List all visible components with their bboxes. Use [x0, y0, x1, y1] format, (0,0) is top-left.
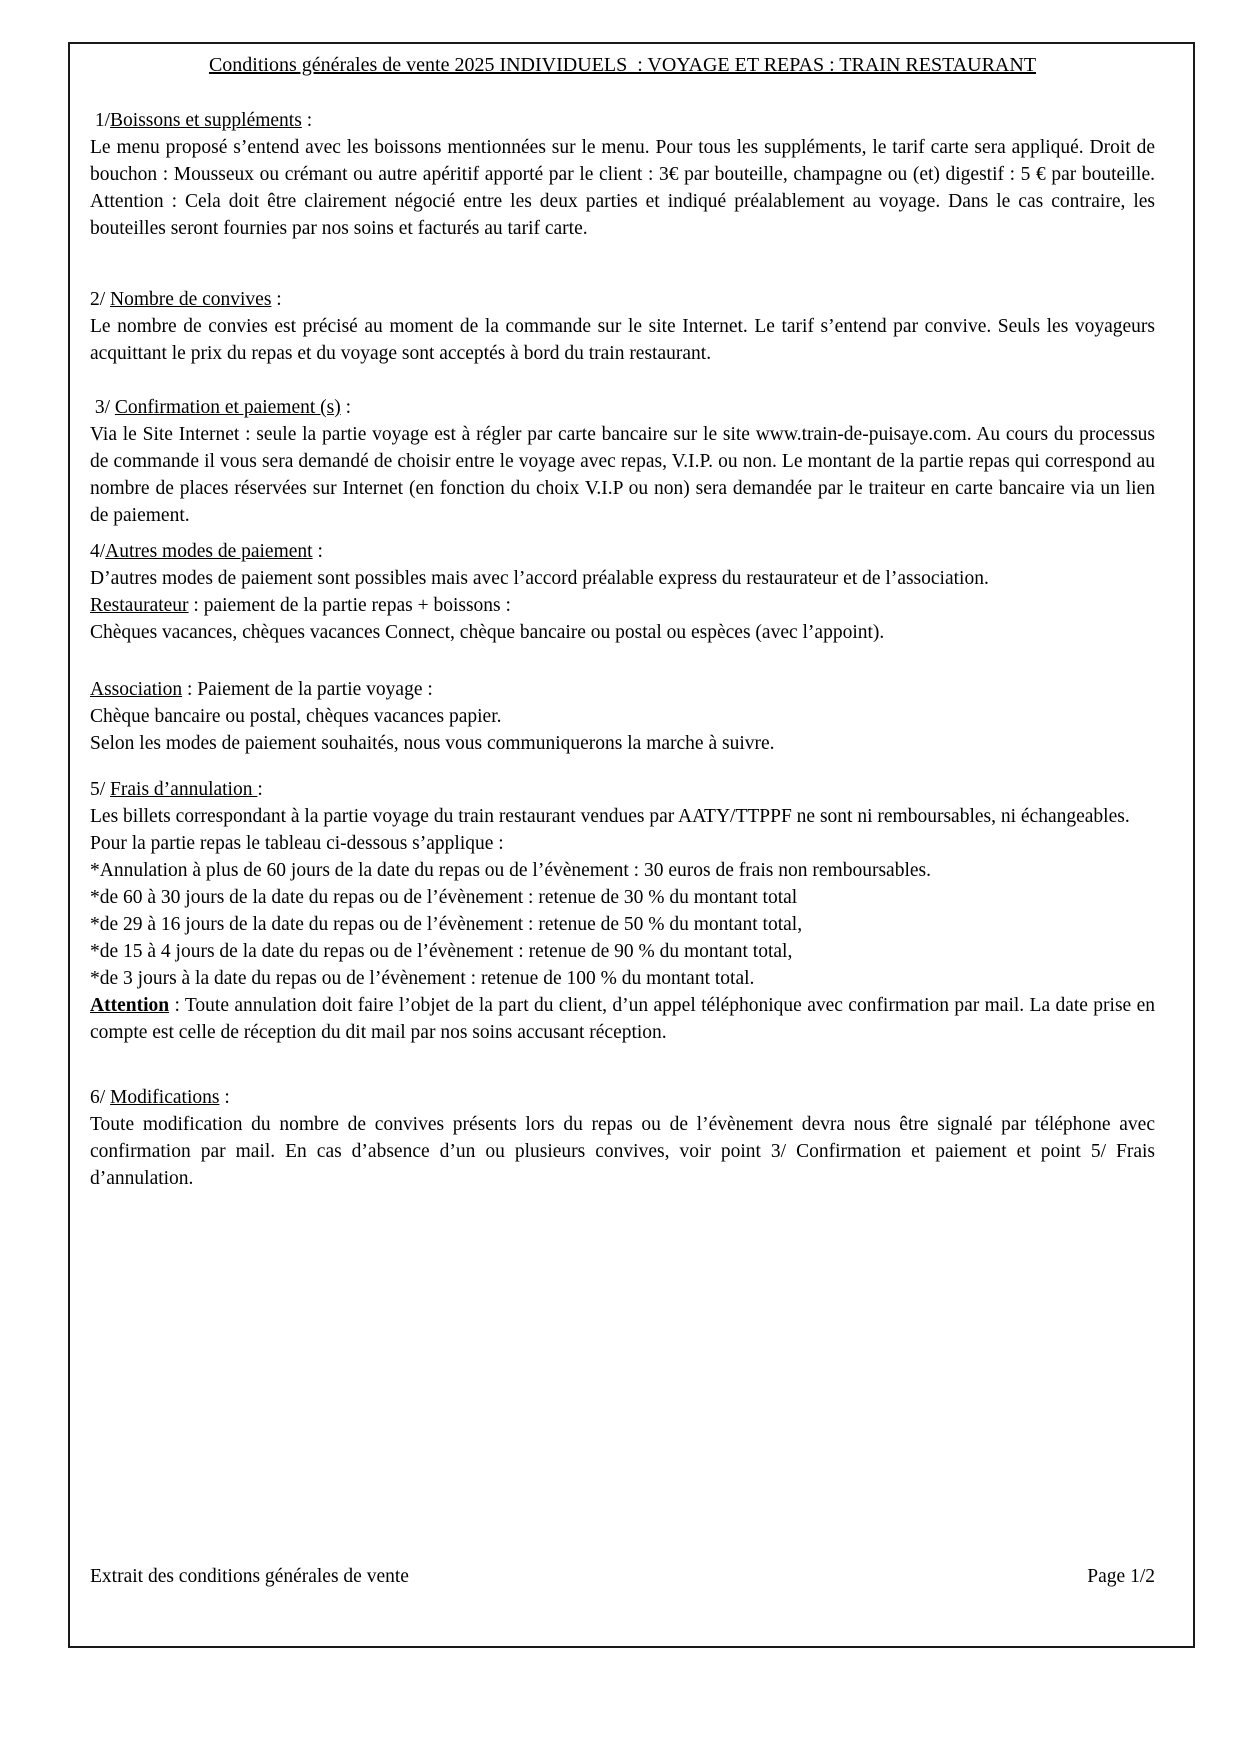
footer-text: Extrait des conditions générales de vente — [90, 1566, 409, 1587]
annulation-rule: *de 29 à 16 jours de la date du repas ou de l’évènement : retenue de 50 % du montant total, — [90, 914, 803, 935]
section-body: Le menu proposé s’entend avec les boissons mentionnées sur le menu. Pour tous les suppléments, le tarif carte sera appliqué. Droit de bouchon : Mousseux ou crémant ou autre apéritif apporté par le client : 3€ par bouteille, champagne ou (et) digestif : 5 € par bouteille. Attention : Cela doit être clairement négocié entre les deux parties et indiqué préalablement au voyage. Dans le cas contraire, les bouteilles seront fournies par nos soins et facturés au tarif carte. — [90, 137, 1155, 239]
attention-paragraph — [90, 992, 1155, 1046]
restaurateur-text: : paiement de la partie repas + boissons : — [188, 595, 511, 616]
attention-label: Attention — [90, 995, 170, 1016]
page-border — [68, 42, 1195, 1648]
association-text: : Paiement de la partie voyage : — [182, 679, 433, 700]
section-heading-paiement — [90, 538, 1155, 565]
annulation-table-note: Pour la partie repas le tableau ci-dessous s’applique : — [90, 833, 504, 854]
section-boissons — [90, 107, 1155, 242]
paiement-intro: D’autres modes de paiement sont possibles mais avec l’accord préalable express du restaurateur et de l’association. — [90, 568, 989, 589]
section-label: Modifications — [110, 1087, 220, 1108]
section-paiement — [90, 538, 1155, 757]
section-colon: : — [340, 397, 352, 418]
attention-text: : Toute annulation doit faire l’objet de la part du client, d’un appel téléphonique avec confirmation par mail. La date prise en compte est celle de réception du dit mail par nos soins accusant réception. — [90, 995, 1155, 1043]
section-body: Toute modification du nombre de convives présents lors du repas ou de l’évènement devra nous être signalé par téléphone avec confirmation par mail. En cas d’absence d’un ou plusieurs convives, voir point 3/ Confirmation et paiement et point 5/ Frais d’annulation. — [90, 1114, 1155, 1189]
section-colon: : — [219, 1087, 230, 1108]
page-number: Page 1/2 — [1087, 1566, 1155, 1587]
annulation-rule: *de 60 à 30 jours de la date du repas ou de l’évènement : retenue de 30 % du montant total — [90, 887, 798, 908]
section-body: Via le Site Internet : seule la partie voyage est à régler par carte bancaire sur le site www.train-de-puisaye.com. Au cours du processus de commande il vous sera demandé de choisir entre le voyage avec repas, V.I.P. ou non. Le montant de la partie repas qui correspond au nombre de places réservées sur Internet (en fonction du choix V.I.P ou non) sera demandée par le traiteur en carte bancaire via un lien de paiement. — [90, 424, 1155, 526]
section-label: Boissons et suppléments — [110, 110, 302, 131]
section-confirmation — [90, 394, 1155, 529]
section-number: 4/ — [90, 541, 106, 562]
section-number: 3/ — [90, 397, 115, 418]
section-colon: : — [301, 110, 313, 131]
section-number: 6/ — [90, 1087, 111, 1108]
annulation-rule: *de 3 jours à la date du repas ou de l’évènement : retenue de 100 % du montant total. — [90, 968, 755, 989]
section-number: 2/ — [90, 289, 111, 310]
section-modifications — [90, 1084, 1155, 1192]
association-label: Association — [90, 679, 183, 700]
annulation-rule: *de 15 à 4 jours de la date du repas ou de l’évènement : retenue de 90 % du montant total, — [90, 941, 793, 962]
section-heading-modifications — [90, 1084, 1155, 1111]
section-colon: : — [312, 541, 323, 562]
section-number: 1/ — [90, 110, 111, 131]
association-line — [90, 676, 1155, 703]
section-heading-annulation — [90, 776, 1155, 803]
document-content — [70, 44, 1193, 1192]
restaurateur-label: Restaurateur — [90, 595, 189, 616]
section-label: Nombre de convives — [110, 289, 272, 310]
paiement-note: Selon les modes de paiement souhaités, nous vous communiquerons la marche à suivre. — [90, 733, 775, 754]
section-label: Confirmation et paiement (s) — [114, 397, 341, 418]
annulation-rule: *Annulation à plus de 60 jours de la date du repas ou de l’évènement : 30 euros de frais non remboursables. — [90, 860, 931, 881]
annulation-intro: Les billets correspondant à la partie voyage du train restaurant vendues par AATY/TTPPF ne sont ni remboursables, ni échangeables. — [90, 806, 1130, 827]
section-colon: : — [257, 779, 263, 800]
section-colon: : — [271, 289, 282, 310]
section-label: Autres modes de paiement — [105, 541, 313, 562]
section-heading-convives — [90, 286, 1155, 313]
footer — [90, 1563, 1155, 1590]
section-convives — [90, 286, 1155, 367]
document-title — [90, 52, 1155, 79]
association-detail: Chèque bancaire ou postal, chèques vacances papier. — [90, 706, 502, 727]
section-body: Le nombre de convies est précisé au moment de la commande sur le site Internet. Le tarif s’entend par convive. Seuls les voyageurs acquittant le prix du repas et du voyage sont acceptés à bord du train restaurant. — [90, 316, 1155, 364]
section-number: 5/ — [90, 779, 111, 800]
section-label: Frais d’annulation — [110, 779, 258, 800]
document-title-text: Conditions générales de vente 2025 INDIVIDUELS : VOYAGE ET REPAS : TRAIN RESTAURANT — [208, 54, 1037, 76]
restaurateur-detail: Chèques vacances, chèques vacances Connect, chèque bancaire ou postal ou espèces (avec l’appoint). — [90, 622, 885, 643]
restaurateur-line — [90, 592, 1155, 619]
section-heading-confirmation — [90, 394, 1155, 421]
section-heading-boissons — [90, 107, 1155, 134]
section-annulation — [90, 776, 1155, 1046]
